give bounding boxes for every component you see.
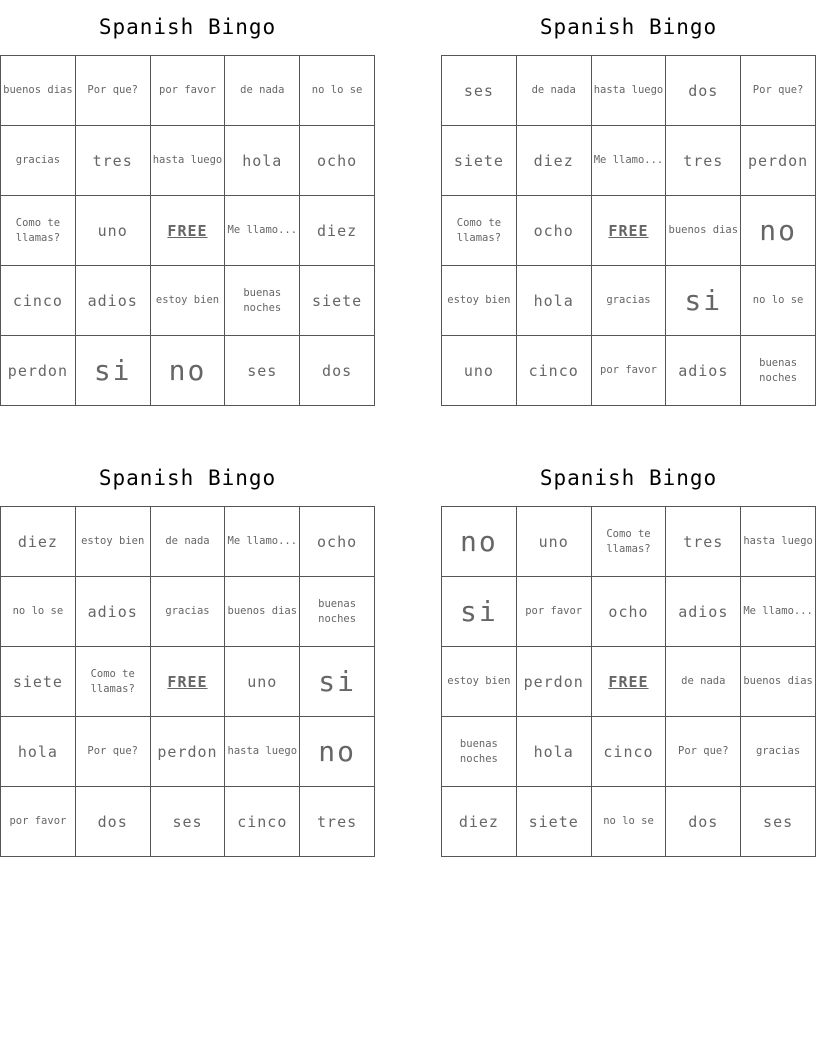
bingo-cell: Por que?: [76, 56, 151, 126]
bingo-cell: diez: [300, 196, 375, 266]
free-space: FREE: [592, 196, 667, 266]
bingo-cell: no lo se: [300, 56, 375, 126]
bingo-cell: hasta luego: [225, 717, 300, 787]
bingo-cell: de nada: [151, 507, 226, 577]
bingo-cell: Como te llamas?: [1, 196, 76, 266]
bingo-cell: cinco: [225, 787, 300, 857]
bingo-cell: Como te llamas?: [442, 196, 517, 266]
bingo-cell: dos: [76, 787, 151, 857]
bingo-grid: [0, 55, 375, 406]
bingo-cell: estoy bien: [76, 507, 151, 577]
bingo-cell: buenos dias: [741, 647, 816, 717]
bingo-grid: [441, 55, 816, 406]
bingo-cell: hola: [1, 717, 76, 787]
bingo-cell: Me llamo...: [225, 507, 300, 577]
bingo-cell: Me llamo...: [225, 196, 300, 266]
free-space: FREE: [151, 647, 226, 717]
bingo-cell: ocho: [300, 126, 375, 196]
bingo-cell: siete: [442, 126, 517, 196]
bingo-cell: dos: [666, 56, 741, 126]
bingo-cell: perdon: [1, 336, 76, 406]
bingo-cell: perdon: [151, 717, 226, 787]
bingo-cell: buenas noches: [741, 336, 816, 406]
bingo-cell: Por que?: [666, 717, 741, 787]
bingo-cell: ses: [151, 787, 226, 857]
bingo-cell: ses: [442, 56, 517, 126]
bingo-cell: perdon: [741, 126, 816, 196]
bingo-cell: buenos dias: [1, 56, 76, 126]
bingo-cell: diez: [517, 126, 592, 196]
bingo-cell: gracias: [151, 577, 226, 647]
bingo-cell: tres: [666, 507, 741, 577]
bingo-cell: gracias: [592, 266, 667, 336]
bingo-grid: [441, 506, 816, 857]
bingo-cell: buenos dias: [666, 196, 741, 266]
bingo-cell: ocho: [300, 507, 375, 577]
bingo-cell: Por que?: [741, 56, 816, 126]
bingo-cell: diez: [442, 787, 517, 857]
bingo-cell: tres: [76, 126, 151, 196]
bingo-cell: hola: [225, 126, 300, 196]
bingo-cell: hasta luego: [741, 507, 816, 577]
bingo-cell: si: [666, 266, 741, 336]
bingo-cell: por favor: [151, 56, 226, 126]
bingo-cell: cinco: [517, 336, 592, 406]
bingo-cell: si: [300, 647, 375, 717]
bingo-cell: de nada: [666, 647, 741, 717]
bingo-cell: uno: [225, 647, 300, 717]
bingo-cell: no lo se: [1, 577, 76, 647]
bingo-cell: tres: [666, 126, 741, 196]
bingo-grid: [0, 506, 375, 857]
bingo-cell: no: [300, 717, 375, 787]
bingo-card-2: [441, 0, 816, 406]
bingo-cell: si: [76, 336, 151, 406]
bingo-cell: hola: [517, 717, 592, 787]
bingo-cell: hasta luego: [151, 126, 226, 196]
bingo-card-4: [441, 451, 816, 857]
card-title: Spanish Bingo: [98, 15, 277, 39]
bingo-cell: si: [442, 577, 517, 647]
bingo-cell: ses: [741, 787, 816, 857]
bingo-cell: no: [442, 507, 517, 577]
bingo-cell: cinco: [592, 717, 667, 787]
bingo-cell: cinco: [1, 266, 76, 336]
bingo-cell: dos: [300, 336, 375, 406]
bingo-cell: hasta luego: [592, 56, 667, 126]
bingo-card-1: [0, 0, 375, 406]
bingo-cell: buenas noches: [300, 577, 375, 647]
bingo-cell: no: [151, 336, 226, 406]
bingo-cell: ocho: [592, 577, 667, 647]
bingo-cell: siete: [517, 787, 592, 857]
bingo-cell: por favor: [592, 336, 667, 406]
bingo-cell: gracias: [1, 126, 76, 196]
bingo-cell: por favor: [517, 577, 592, 647]
card-title: Spanish Bingo: [98, 466, 277, 490]
bingo-cell: adios: [666, 577, 741, 647]
free-space: FREE: [151, 196, 226, 266]
bingo-cell: adios: [666, 336, 741, 406]
bingo-cell: buenos dias: [225, 577, 300, 647]
bingo-cell: Me llamo...: [741, 577, 816, 647]
bingo-cell: no lo se: [592, 787, 667, 857]
bingo-cell: uno: [442, 336, 517, 406]
card-title: Spanish Bingo: [539, 15, 718, 39]
bingo-cell: siete: [1, 647, 76, 717]
bingo-cell: ocho: [517, 196, 592, 266]
bingo-cell: de nada: [225, 56, 300, 126]
bingo-cell: estoy bien: [151, 266, 226, 336]
bingo-cell: ses: [225, 336, 300, 406]
bingo-cell: adios: [76, 577, 151, 647]
bingo-cell: buenas noches: [225, 266, 300, 336]
bingo-cell: tres: [300, 787, 375, 857]
bingo-cell: perdon: [517, 647, 592, 717]
free-space: FREE: [592, 647, 667, 717]
bingo-cell: estoy bien: [442, 647, 517, 717]
bingo-cell: por favor: [1, 787, 76, 857]
bingo-cell: uno: [517, 507, 592, 577]
bingo-card-3: [0, 451, 375, 857]
card-title: Spanish Bingo: [539, 466, 718, 490]
bingo-cell: diez: [1, 507, 76, 577]
bingo-cell: no lo se: [741, 266, 816, 336]
bingo-cell: estoy bien: [442, 266, 517, 336]
bingo-cell: no: [741, 196, 816, 266]
bingo-cell: Me llamo...: [592, 126, 667, 196]
bingo-cell: buenas noches: [442, 717, 517, 787]
bingo-cell: Como te llamas?: [76, 647, 151, 717]
bingo-cell: Como te llamas?: [592, 507, 667, 577]
bingo-cell: uno: [76, 196, 151, 266]
bingo-cell: adios: [76, 266, 151, 336]
bingo-cell: gracias: [741, 717, 816, 787]
bingo-cell: siete: [300, 266, 375, 336]
bingo-cell: dos: [666, 787, 741, 857]
bingo-cell: de nada: [517, 56, 592, 126]
bingo-cell: Por que?: [76, 717, 151, 787]
bingo-cell: hola: [517, 266, 592, 336]
